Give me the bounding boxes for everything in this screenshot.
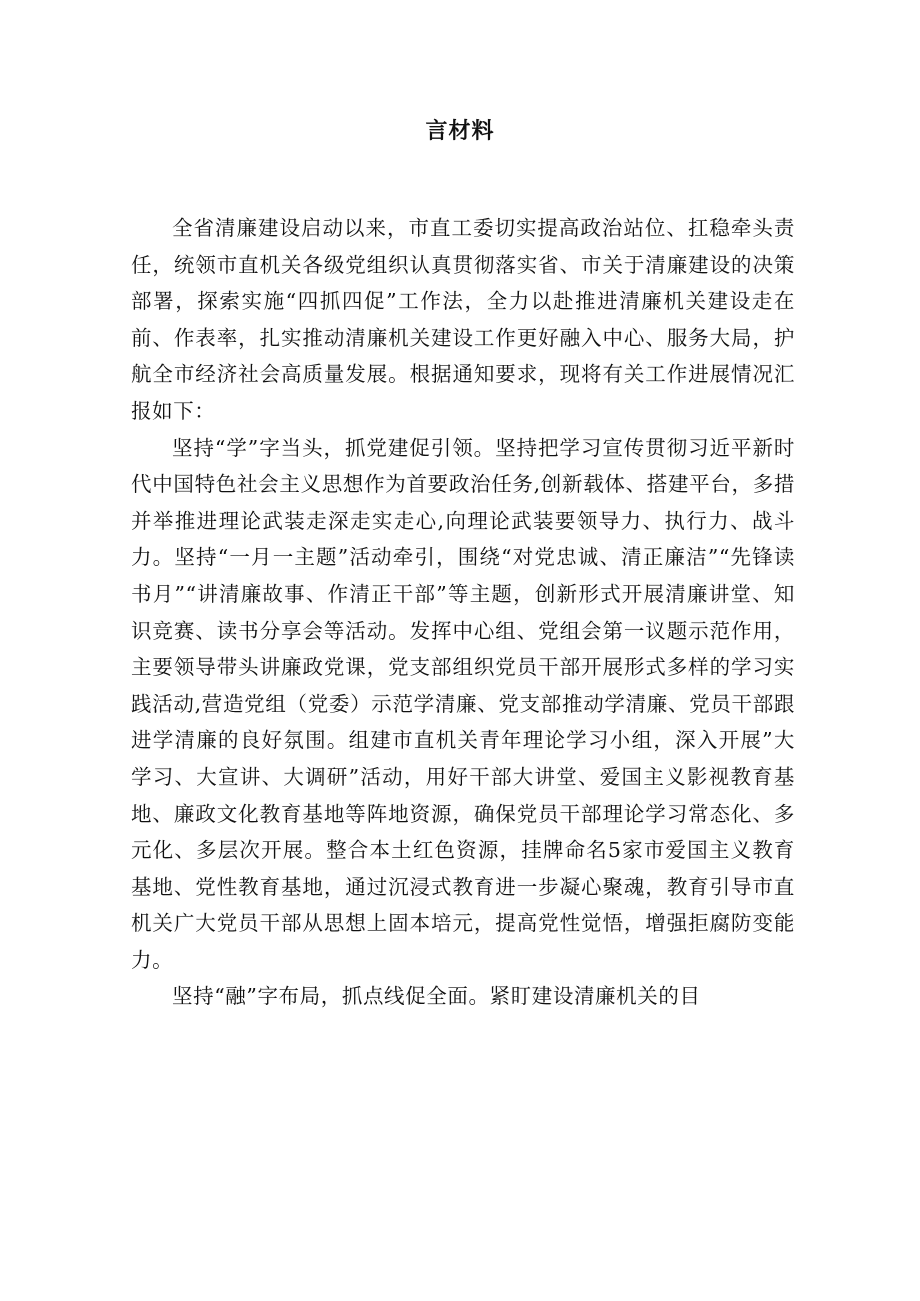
paragraph-study: 坚持“学”字当头，抓党建促引领。坚持把学习宣传贯彻习近平新时代中国特色社会主义思想作为首要政治任务,创新载体、搭建平台，多措并举推进理论武装走深走实走心,向理论武装要领导力、执行力、战斗力。坚持“一月一主题”活动牵引，围绕“对党忠诚、清正廉洁”“先锋读书月”“讲清廉故事、作清正干部”等主题，创新形式开展清廉讲堂、知识竞赛、读书分享会等活动。发挥中心组、党组会第一议题示范作用，主要领导带头讲廉政党课，党支部组织党员干部开展形式多样的学习实践活动,营造党组（党委）示范学清廉、党支部推动学清廉、党员干部跟进学清廉的良好氛围。组建市直机关青年理论学习小组，深入开展”大学习、大宣讲、大调研”活动，用好干部大讲堂、爱国主义影视教育基地、廉政文化教育基地等阵地资源，确保党员干部理论学习常态化、多元化、多层次开展。整合本土红色资源，挂牌命名5家市爱国主义教育基地、党性教育基地，通过沉浸式教育进一步凝心聚魂，教育引导市直机关广大党员干部从思想上固本培元，提高党性觉悟，增强拒腐防变能力。 <box>131 435 795 972</box>
document-body <box>131 210 795 1015</box>
document-title: 言材料 <box>425 119 495 144</box>
paragraph-intro: 全省清廉建设启动以来，市直工委切实提高政治站位、扛稳牵头责任，统领市直机关各级党组织认真贯彻落实省、市关于清廉建设的决策部署，探索实施“四抓四促”工作法，全力以赴推进清廉机关建设走在前、作表率，扎实推动清廉机关建设工作更好融入中心、服务大局，护航全市经济社会高质量发展。根据通知要求，现将有关工作进展情况汇报如下： <box>131 216 795 423</box>
paragraph-integrate: 坚持“融”字布局，抓点线促全面。紧盯建设清廉机关的目 <box>172 984 701 1009</box>
